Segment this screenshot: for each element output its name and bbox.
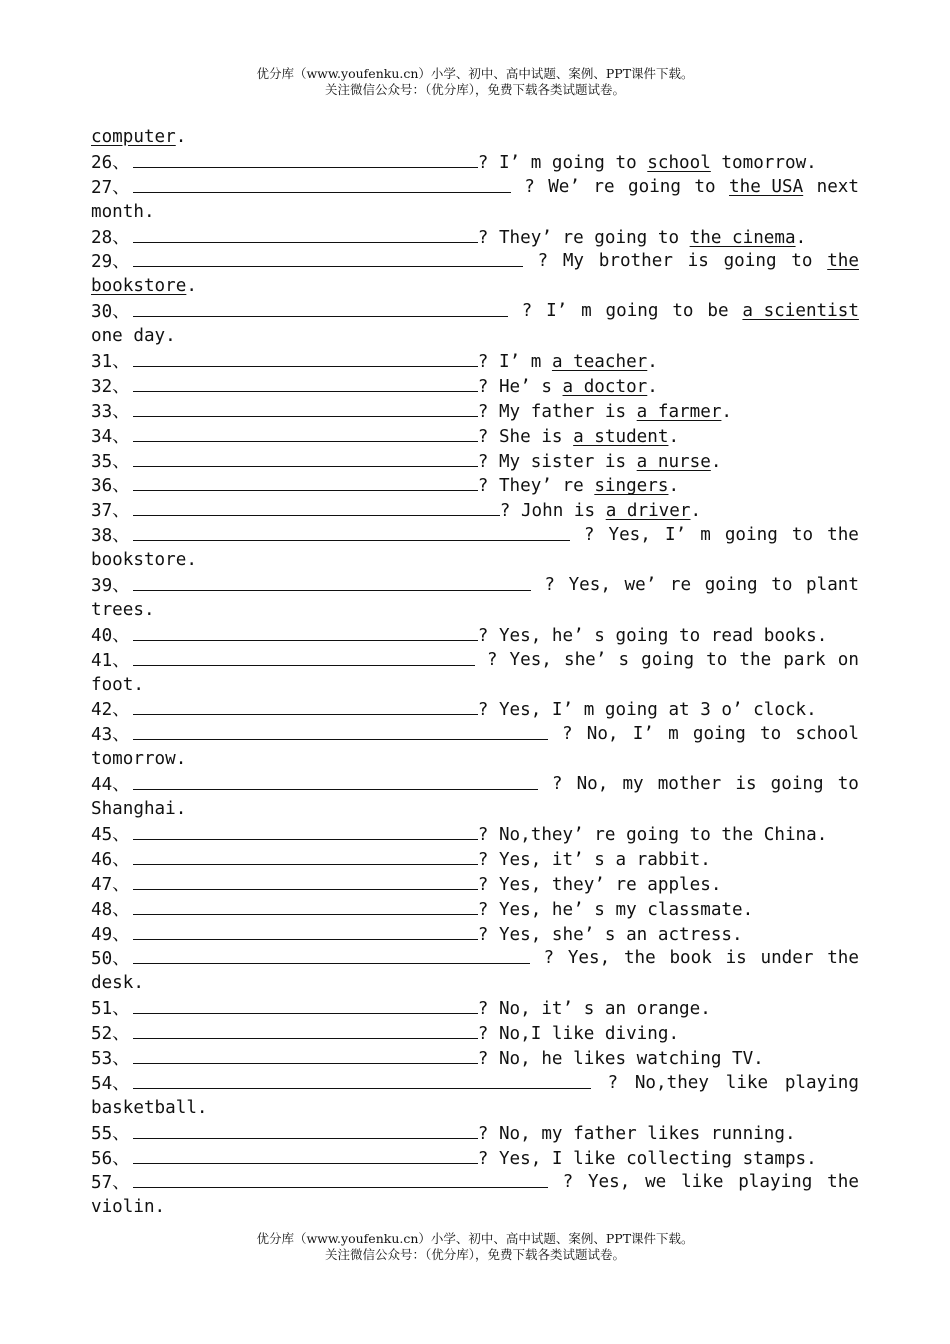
question-head [91,374,478,400]
question-number: 32、 [91,376,130,397]
sentence-text: . [647,376,658,397]
question-number: 33、 [91,401,130,422]
question-number: 34、 [91,426,130,447]
sentence-text: Yes, [509,649,552,670]
answer-blank[interactable] [133,946,530,964]
underlined-text: a doctor [562,376,648,397]
sentence-text: under [760,948,814,969]
question-head [91,897,478,923]
sentence-text: going [724,525,778,546]
sentence-text: ? No, my father likes running. [477,1123,796,1144]
question-head [91,722,548,747]
sentence-text: ? No,they’ re going to the China. [477,824,828,845]
sentence-text: she’ [563,649,607,670]
question-head [91,1170,548,1195]
question-line [91,473,859,498]
question-line [91,1146,859,1171]
question-line [91,498,859,523]
sentence-text: the [739,649,772,670]
sentence-text: ? Yes, she’ s an actress. [477,924,743,945]
question-line [91,772,859,797]
sentence-text: ? [562,1172,574,1193]
question-head [91,946,530,971]
sentence-text: . [668,476,680,497]
underlined-text: a nurse [636,451,711,472]
question-line [91,922,859,947]
question-head [91,573,531,598]
sentence-text: No, [576,774,609,795]
question-line [91,722,859,747]
continuation-line [91,274,859,299]
sentence-text: I’ [546,301,568,322]
sentence-text: ? Yes, he’ s my classmate. [477,899,754,920]
question-number: 40、 [91,625,130,646]
sentence-text: Yes, [568,575,611,596]
answer-blank[interactable] [133,523,570,541]
header-line-2: 关注微信公众号：（优分库），免费下载各类试题试卷。 [324,82,625,97]
question-number: 39、 [91,576,130,597]
question-number: 49、 [91,924,130,945]
sentence-text: ? They’ re [477,476,595,497]
question-line [91,150,859,175]
question-head [91,523,570,548]
sentence-text: No, [586,724,619,745]
sentence-text: to [694,176,716,197]
question-line [91,249,859,274]
sentence-text: ? [486,649,498,670]
question-head [91,249,523,274]
sentence-text: My [562,251,585,272]
continuation-line [91,598,859,623]
question-number: 30、 [91,302,130,323]
sentence-text: ? They’ re going to [477,227,690,248]
continuation-line [91,797,859,822]
question-line [91,299,859,324]
continuation-line [91,1195,859,1220]
sentence-text: is [725,948,747,969]
sentence-text: going [692,724,746,745]
answer-blank[interactable] [133,399,478,417]
sentence-text: to [837,774,859,795]
answer-blank[interactable] [133,573,531,591]
sentence-text: going [641,649,695,670]
sentence-text: the [623,948,656,969]
answer-blank[interactable] [133,772,538,790]
sentence-text: plant [806,575,859,596]
question-number: 52、 [91,1024,130,1045]
answer-blank[interactable] [133,648,475,666]
sentence-text: playing [738,1172,813,1193]
question-number: 41、 [91,650,130,671]
sentence-text: ? Yes, it’ s a rabbit. [477,849,711,870]
question-line [91,399,859,424]
question-number: 54、 [91,1073,130,1094]
underlined-text: singers [594,476,669,497]
sentence-text: m [668,724,679,745]
page-header [0,66,950,98]
sentence-text: to [672,301,694,322]
sentence-text: ? [544,575,555,596]
question-line [91,1170,859,1195]
question-line [91,374,859,399]
question-head [91,473,478,499]
question-line [91,822,859,847]
question-line [91,349,859,374]
question-number: 57、 [91,1173,130,1194]
answer-blank[interactable] [133,449,478,467]
sentence-text: like [725,1072,769,1093]
question-head [91,772,538,797]
sentence-text: ? She is [477,426,574,447]
answer-blank[interactable] [133,822,478,840]
continuation-line [91,200,859,225]
sentence-text: violin. [91,1197,166,1218]
sentence-text: re [593,176,615,197]
sentence-text: to [791,251,813,272]
question-number: 56、 [91,1148,130,1169]
sentence-text: ? [524,176,535,197]
sentence-text: next [816,176,859,197]
question-number: 36、 [91,476,130,497]
sentence-text: . [795,227,807,248]
sentence-text: ? [543,948,555,969]
question-number: 51、 [91,999,130,1020]
sentence-text: Shanghai. [91,799,187,820]
sentence-text: . [186,276,197,297]
sentence-text: to [771,575,793,596]
underlined-text: a teacher [551,352,648,373]
sentence-text: is [687,251,709,272]
question-line [91,847,859,872]
question-head [91,822,478,848]
answer-blank[interactable] [133,498,500,516]
sentence-text: ? [583,525,595,546]
question-head [91,1071,591,1096]
question-head [91,847,478,873]
page-footer [0,1231,950,1263]
answer-blank[interactable] [133,1121,478,1139]
continuation-line [91,1096,859,1121]
answer-blank[interactable] [133,1046,478,1064]
sentence-text: ? [551,774,563,795]
question-number: 38、 [91,526,130,547]
sentence-text: Yes, [608,525,651,546]
sentence-text: tomorrow. [710,152,817,173]
sentence-text: ? No, he likes watching TV. [477,1048,764,1069]
underlined-text: a farmer [636,401,722,422]
question-number: 48、 [91,899,130,920]
sentence-text: like [681,1172,724,1193]
sentence-text: . [668,426,680,447]
sentence-text: the [827,948,859,969]
question-head [91,922,478,948]
answer-blank[interactable] [133,1071,591,1089]
answer-blank[interactable] [133,473,478,491]
sentence-text: s [618,649,630,670]
question-head [91,175,511,200]
question-head [91,399,478,425]
footer-line-2: 关注微信公众号：（优分库），免费下载各类试题试卷。 [324,1247,625,1262]
question-head [91,1146,478,1172]
question-line [91,897,859,922]
footer-line-1: 优分库（www.youfenku.cn）小学、初中、高中试题、案例、PPT课件下载。 [256,1231,694,1246]
answer-blank[interactable] [133,225,478,243]
question-head [91,1121,478,1147]
question-line [91,697,859,722]
question-head [91,872,478,898]
question-number: 28、 [91,227,130,248]
sentence-text: going [605,301,659,322]
question-head [91,150,478,176]
question-number: 42、 [91,700,130,721]
sentence-text: ? He’ s [477,376,563,397]
answer-blank[interactable] [133,374,478,392]
sentence-text: the [827,525,859,546]
sentence-text: ? [607,1072,619,1093]
question-line [91,623,859,648]
sentence-text: m [700,525,711,546]
answer-blank[interactable] [133,697,478,715]
sentence-text: foot. [91,674,144,695]
sentence-text: my [622,774,644,795]
sentence-text: ? [521,301,533,322]
question-head [91,225,478,251]
question-head [91,498,500,524]
sentence-text: on [837,649,859,670]
continuation-line [91,548,859,573]
question-number: 29、 [91,252,130,273]
sentence-text: be [707,301,729,322]
question-head [91,424,478,450]
question-line [91,424,859,449]
sentence-text: No,they [634,1072,709,1093]
sentence-text: . [710,451,722,472]
continuation-line [91,324,859,349]
underlined-text: a scientist [742,301,859,322]
question-number: 45、 [91,824,130,845]
question-line [91,946,859,971]
sentence-text: mother [657,774,722,795]
answer-blank[interactable] [133,150,478,168]
question-head [91,1046,478,1072]
question-number: 26、 [91,152,130,173]
sentence-text: we’ [624,575,657,596]
question-line [91,1046,859,1071]
question-number: 50、 [91,949,130,970]
sentence-text: ? Yes, he’ s going to read books. [477,625,828,646]
sentence-text: tomorrow. [91,749,187,770]
underlined-text: a student [573,426,669,447]
sentence-text: m [581,301,592,322]
question-number: 44、 [91,775,130,796]
sentence-text: I’ [664,525,687,546]
sentence-text: ? I’ m going to [477,152,648,173]
continuation-line [91,971,859,996]
answer-blank[interactable] [133,175,511,193]
underlined-text: school [647,152,711,173]
sentence-text: ? [537,251,549,272]
sentence-text: ? Yes, they’ re apples. [477,874,722,895]
sentence-text: ? John is [499,501,606,522]
question-line [91,175,859,200]
underlined-text: a driver [605,501,691,522]
question-line [91,449,859,474]
answer-blank[interactable] [133,424,478,442]
sentence-text: to [760,724,782,745]
answer-blank[interactable] [133,299,508,317]
answer-blank[interactable] [133,1021,478,1039]
question-head [91,996,478,1022]
question-line [91,523,859,548]
sentence-text: . [721,401,733,422]
continuation-line [91,125,859,150]
question-number: 46、 [91,849,130,870]
question-number: 43、 [91,725,130,746]
answer-blank[interactable] [133,1146,478,1164]
sentence-text: going [770,774,824,795]
sentence-text: is [735,774,757,795]
question-head [91,648,475,673]
exercise-list [91,125,859,1220]
answer-blank[interactable] [133,922,478,940]
sentence-text: . [175,127,187,147]
sentence-text: ? My sister is [477,451,637,472]
sentence-text: . [647,352,658,373]
sentence-text: Yes, [587,1172,631,1193]
sentence-text: Yes, [567,948,611,969]
sentence-text: book [669,948,712,969]
sentence-text: going [628,176,681,197]
question-number: 37、 [91,501,130,522]
answer-blank[interactable] [133,996,478,1014]
answer-blank[interactable] [133,249,523,267]
question-line [91,1021,859,1046]
question-head [91,1021,478,1047]
sentence-text: we [645,1172,667,1193]
sentence-text: trees. [91,599,155,620]
sentence-text: month. [91,201,155,222]
answer-blank[interactable] [133,897,478,915]
sentence-text: . [690,501,702,522]
continuation-line [91,673,859,698]
underlined-text: bookstore [91,276,187,297]
question-head [91,697,478,723]
question-head [91,623,478,649]
answer-blank[interactable] [133,722,548,740]
underlined-text: the USA [729,176,804,197]
sentence-text: going [723,251,777,272]
answer-blank[interactable] [133,1170,548,1188]
sentence-text: to [791,525,814,546]
question-line [91,648,859,673]
answer-blank[interactable] [133,872,478,890]
question-number: 55、 [91,1123,130,1144]
sentence-text: one day. [91,326,176,347]
question-line [91,1071,859,1096]
question-number: 31、 [91,352,130,373]
sentence-text: ? No, it’ s an orange. [477,999,711,1020]
question-number: 47、 [91,874,130,895]
sentence-text: re [669,575,692,596]
question-head [91,349,478,375]
continuation-line [91,747,859,772]
header-line-1: 优分库（www.youfenku.cn）小学、初中、高中试题、案例、PPT课件下载。 [256,66,694,81]
sentence-text: ? I’ m [477,352,552,373]
answer-blank[interactable] [133,847,478,865]
sentence-text: playing [784,1072,859,1093]
sentence-text: to [706,649,728,670]
sentence-text: basketball. [91,1097,208,1118]
answer-blank[interactable] [133,623,478,641]
underlined-text: computer [91,127,176,147]
question-line [91,573,859,598]
question-line [91,996,859,1021]
sentence-text: the [827,1172,859,1193]
sentence-text: ? Yes, I’ m going at 3 o’ clock. [477,700,817,721]
sentence-text: ? No,I like diving. [477,1024,680,1045]
question-number: 53、 [91,1048,130,1069]
underlined-text: the [827,251,859,272]
sentence-text: brother [598,251,673,272]
sentence-text: ? [561,724,573,745]
underlined-text: the cinema [689,227,796,248]
sentence-text: desk. [91,973,144,994]
sentence-text: We’ [548,176,580,197]
answer-blank[interactable] [133,349,478,367]
sentence-text: bookstore. [91,550,197,571]
sentence-text: going [704,575,758,596]
question-head [91,449,478,475]
question-number: 35、 [91,451,130,472]
question-number: 27、 [91,177,130,198]
question-line [91,225,859,250]
question-head [91,299,508,324]
sentence-text: I’ [632,724,654,745]
sentence-text: school [795,724,859,745]
sentence-text: ? Yes, I like collecting stamps. [477,1148,817,1169]
sentence-text: park [783,649,826,670]
sentence-text: ? My father is [477,401,637,422]
question-line [91,1121,859,1146]
question-line [91,872,859,897]
